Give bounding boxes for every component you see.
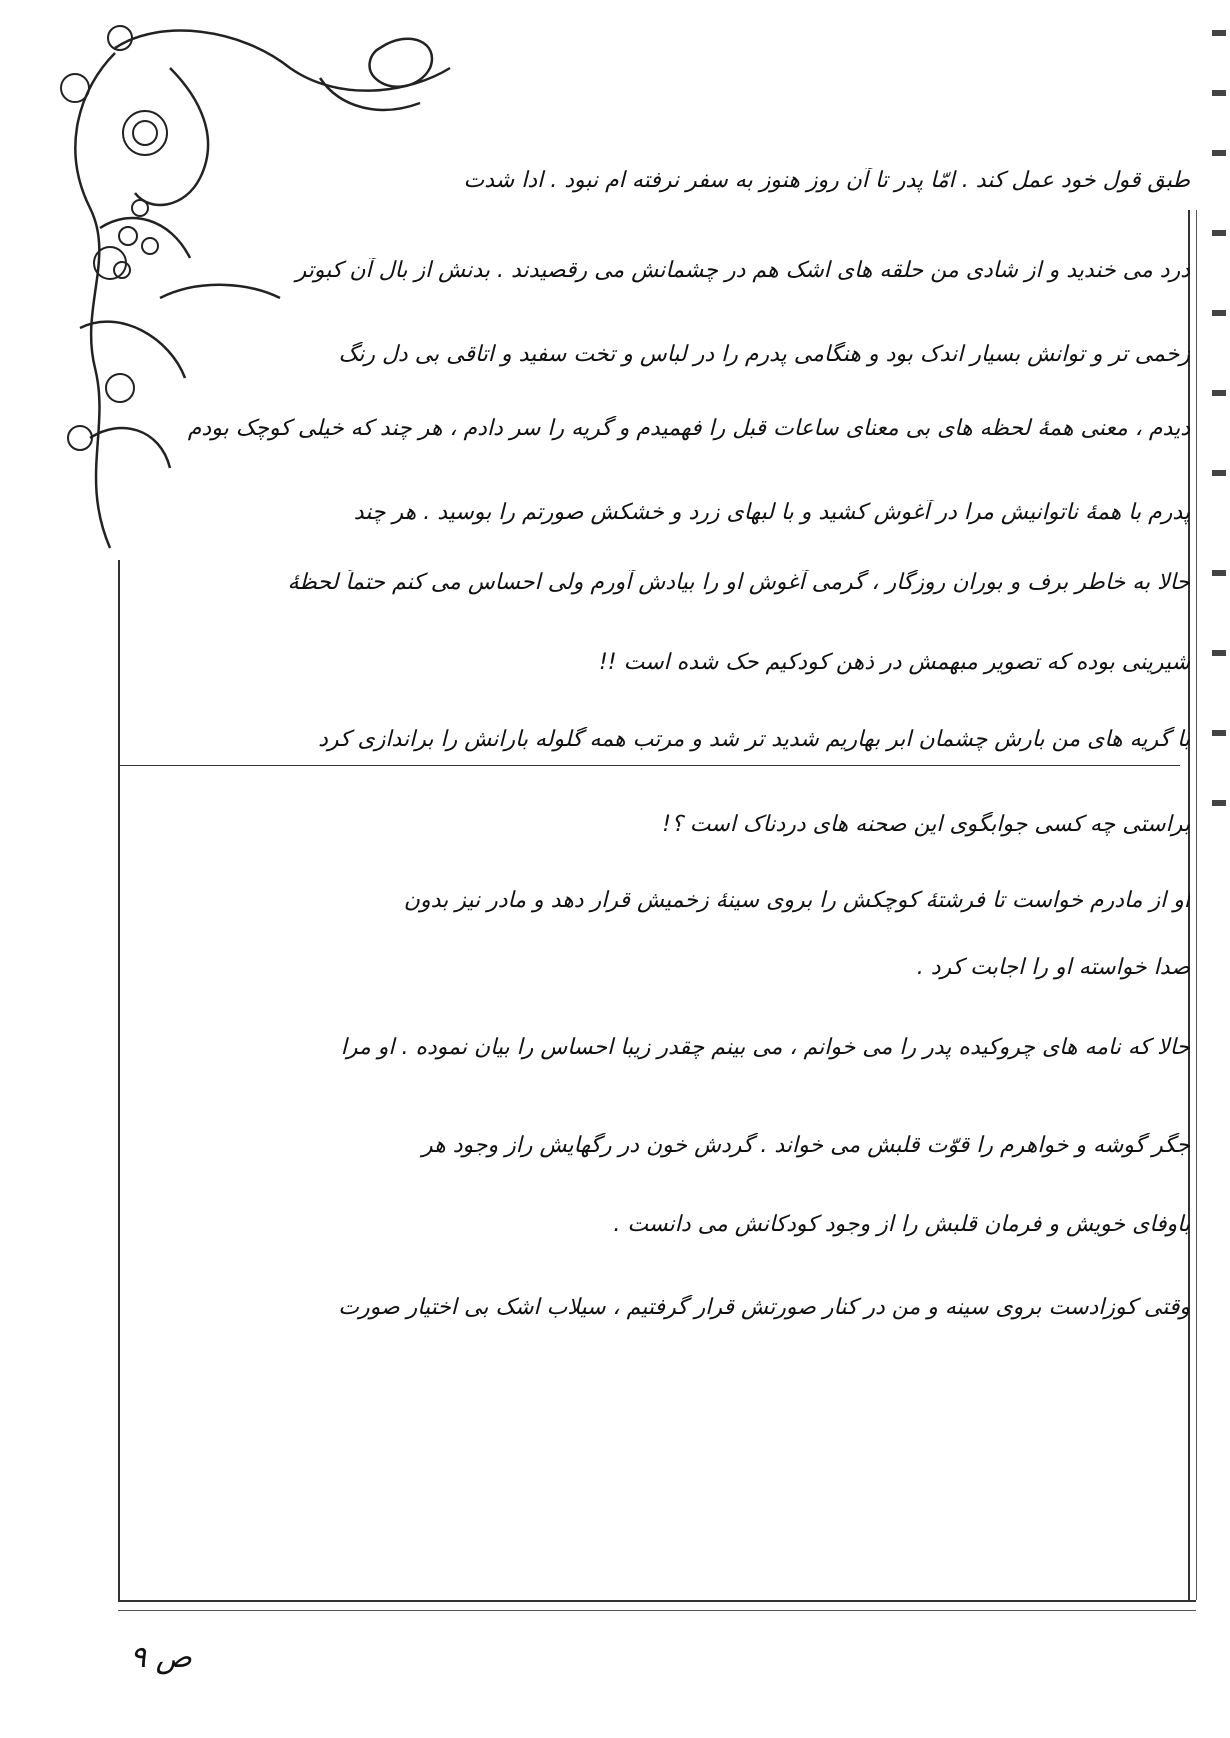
page-border-left	[118, 560, 120, 1600]
text-line: طبق قول خود عمل کند . امّا پدر تا آن روز هنوز به سفر نرفته ام نبود . ادا شدت	[463, 168, 1190, 193]
page-border-bottom-inner	[118, 1610, 1196, 1611]
text-line: حالا که نامه های چروکیده پدر را می خوانم ، می بینم چقدر زیبا احساس را بیان نموده . او مرا	[340, 1035, 1190, 1060]
text-line: با گریه های من بارش چشمان ابر بهاریم شدید تر شد و مرتب همه گلوله بارانش را براندازی کرد	[318, 727, 1190, 752]
text-line: جگر گوشه و خواهرم را قوّت قلبش می خواند . گردش خون در رگهایش راز وجود هر	[422, 1133, 1190, 1158]
text-line: براستی چه کسی جوابگوی این صحنه های دردناک است ؟!	[662, 812, 1190, 837]
text-line: حالا به خاطر برف و بوران روزگار ، گرمی آغوش او را بیادش آورم ولی احساس می کنم حتماً لحظهٔ	[287, 570, 1190, 595]
text-line: وقتی کوزادست بروی سینه و من در کنار صورتش قرار گرفتیم ، سیلاب اشک بی اختیار صورت	[338, 1295, 1190, 1320]
scan-edge-marks	[1212, 10, 1228, 1710]
text-line: درد می خندید و از شادی من حلقه های اشک هم در چشمانش می رقصیدند . بدنش از بال آن کبوتر	[295, 258, 1190, 283]
text-line: صدا خواسته او را اجابت کرد .	[916, 955, 1190, 980]
underline	[120, 765, 1180, 766]
text-line: باوفای خویش و فرمان قلبش را از وجود کودکانش می دانست .	[613, 1212, 1190, 1237]
text-line: پدرم با همهٔ ناتوانیش مرا در آغوش کشید و با لبهای زرد و خشکش صورتم را بوسید . هر چند	[353, 500, 1190, 525]
page-border-right-inner	[1196, 210, 1197, 1600]
text-line: شیرینی بوده که تصویر مبهمش در ذهن کودکیم حک شده است !!	[598, 650, 1190, 675]
text-line: دیدم ، معنی همهٔ لحظه های بی معنای ساعات قبل را فهمیدم و گریه را سر دادم ، هر چند که خیلی کوچک بودم	[187, 416, 1190, 441]
page-border-bottom	[118, 1600, 1196, 1602]
page-number: ص ۹	[130, 1640, 192, 1675]
text-line: او از مادرم خواست تا فرشتهٔ کوچکش را بروی سینهٔ زخمیش قرار دهد و مادر نیز بدون	[403, 888, 1190, 913]
text-line: زخمی تر و توانش بسیار اندک بود و هنگامی پدرم را در لباس و تخت سفید و اتاقی بی دل رنگ	[338, 342, 1190, 367]
